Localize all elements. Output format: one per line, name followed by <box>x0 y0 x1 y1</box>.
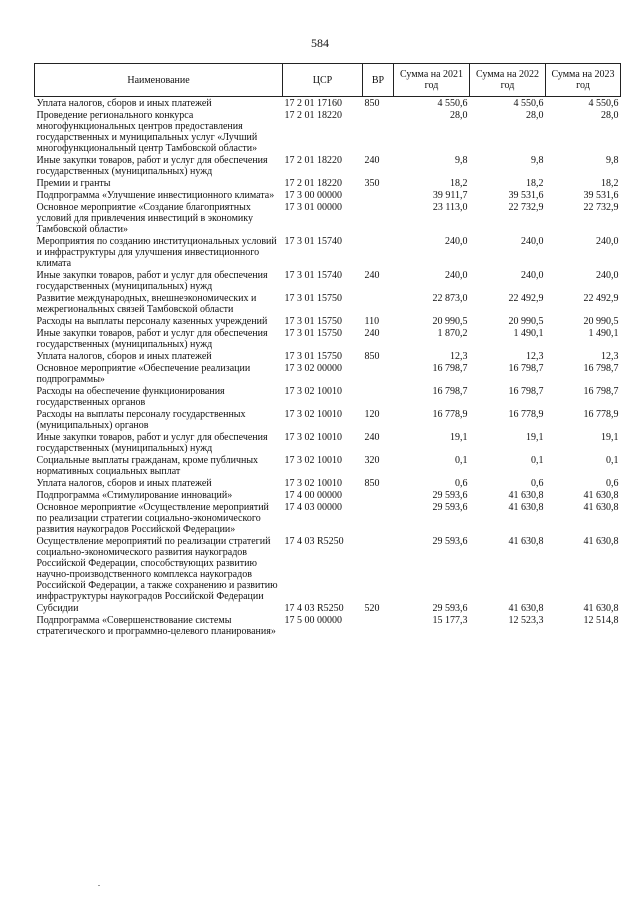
cell-csr: 17 3 01 15740 <box>284 236 342 247</box>
cell-sum-2021: 23 113,0 <box>432 202 468 213</box>
cell-sum-2022: 22 732,9 <box>508 202 544 213</box>
cell-name: Социальные выплаты гражданам, кроме публичных нормативных социальных выплат <box>36 455 259 477</box>
cell-sum-2021: 18,2 <box>450 178 468 189</box>
cell-name: Подпрограмма «Совершенствование системы стратегического и программно-целевого планирования» <box>36 615 276 637</box>
cell-name: Иные закупки товаров, работ и услуг для обеспечения государственных (муниципальных) нужд <box>36 328 268 350</box>
cell-sum-2023: 22 492,9 <box>583 293 619 304</box>
cell-sum-2021: 22 873,0 <box>432 293 468 304</box>
cell-sum-2021: 12,3 <box>450 351 468 362</box>
table-row <box>35 177 621 189</box>
cell-sum-2021: 29 593,6 <box>432 536 468 547</box>
cell-sum-2021: 9,8 <box>455 155 468 166</box>
cell-sum-2021: 1 870,2 <box>437 328 468 339</box>
cell-vr: 240 <box>364 270 380 281</box>
cell-sum-2022: 4 550,6 <box>513 98 544 109</box>
cell-vr <box>363 109 394 154</box>
cell-name: Иные закупки товаров, работ и услуг для обеспечения государственных (муниципальных) нужд <box>36 432 268 454</box>
cell-name: Уплата налогов, сборов и иных платежей <box>36 98 212 109</box>
cell-sum-2022: 41 630,8 <box>508 536 544 547</box>
cell-csr: 17 3 00 00000 <box>284 190 342 201</box>
table-row <box>35 269 621 292</box>
cell-name: Подпрограмма «Улучшение инвестиционного климата» <box>36 190 275 201</box>
cell-csr: 17 4 03 R5250 <box>284 536 344 547</box>
cell-vr: 240 <box>364 155 380 166</box>
cell-csr: 17 5 00 00000 <box>284 615 342 626</box>
cell-csr: 17 3 01 15750 <box>284 328 342 339</box>
cell-vr: 240 <box>364 432 380 443</box>
cell-sum-2023: 9,8 <box>606 155 619 166</box>
table-row <box>35 501 621 535</box>
cell-sum-2022: 240,0 <box>521 270 544 281</box>
cell-vr <box>363 501 394 535</box>
cell-sum-2022: 240,0 <box>521 236 544 247</box>
cell-name: Иные закупки товаров, работ и услуг для обеспечения государственных (муниципальных) нужд <box>36 155 268 177</box>
cell-name: Расходы на обеспечение функционирования государственных органов <box>36 386 225 408</box>
cell-csr: 17 2 01 18220 <box>284 178 342 189</box>
cell-sum-2022: 39 531,6 <box>508 190 544 201</box>
cell-sum-2021: 20 990,5 <box>432 316 468 327</box>
table-row <box>35 477 621 489</box>
cell-vr <box>363 362 394 385</box>
header-csr: ЦСР <box>283 64 363 97</box>
scan-mark <box>98 885 100 886</box>
table-row <box>35 235 621 269</box>
cell-name: Осуществление мероприятий по реализации стратегий социально-экономического развития наукоградов Российской Федерации, способствующих развитию научно-производственного комплекса наукоградов Российской Федерации, а также сохранению и развитию инфраструктуры наукоградов Российской Федерации <box>36 536 278 602</box>
table-row <box>35 189 621 201</box>
cell-sum-2021: 15 177,3 <box>432 615 468 626</box>
cell-sum-2021: 0,1 <box>455 455 468 466</box>
cell-vr: 320 <box>364 455 380 466</box>
cell-sum-2021: 0,6 <box>455 478 468 489</box>
cell-sum-2023: 16 798,7 <box>583 363 619 374</box>
cell-csr: 17 2 01 18220 <box>284 155 342 166</box>
cell-vr <box>363 201 394 235</box>
cell-sum-2022: 0,1 <box>531 455 544 466</box>
cell-csr: 17 4 03 R5250 <box>284 603 344 614</box>
cell-name: Уплата налогов, сборов и иных платежей <box>36 351 212 362</box>
cell-name: Премии и гранты <box>36 178 111 189</box>
cell-sum-2023: 19,1 <box>601 432 619 443</box>
cell-sum-2022: 0,6 <box>531 478 544 489</box>
cell-sum-2021: 29 593,6 <box>432 490 468 501</box>
cell-name: Субсидии <box>36 603 79 614</box>
table-row <box>35 154 621 177</box>
cell-name: Уплата налогов, сборов и иных платежей <box>36 478 212 489</box>
cell-sum-2022: 41 630,8 <box>508 490 544 501</box>
cell-vr <box>363 235 394 269</box>
table-header-row <box>35 64 621 97</box>
cell-sum-2023: 240,0 <box>596 236 619 247</box>
cell-sum-2021: 16 778,9 <box>432 409 468 420</box>
cell-vr: 850 <box>364 478 380 489</box>
cell-sum-2023: 41 630,8 <box>583 490 619 501</box>
table-row <box>35 292 621 315</box>
cell-sum-2021: 28,0 <box>450 110 468 121</box>
cell-sum-2023: 41 630,8 <box>583 502 619 513</box>
cell-sum-2023: 240,0 <box>596 270 619 281</box>
cell-sum-2022: 41 630,8 <box>508 502 544 513</box>
cell-vr <box>363 189 394 201</box>
cell-sum-2021: 4 550,6 <box>437 98 468 109</box>
table-row <box>35 489 621 501</box>
table-row <box>35 327 621 350</box>
cell-csr: 17 3 02 10010 <box>284 455 342 466</box>
cell-sum-2021: 240,0 <box>445 236 468 247</box>
table-row <box>35 315 621 327</box>
cell-sum-2023: 12,3 <box>601 351 619 362</box>
table-row <box>35 454 621 477</box>
cell-vr <box>363 292 394 315</box>
cell-csr: 17 2 01 18220 <box>284 110 342 121</box>
cell-sum-2022: 28,0 <box>526 110 544 121</box>
page-number: 584 <box>311 36 329 50</box>
cell-sum-2023: 0,1 <box>606 455 619 466</box>
cell-vr: 240 <box>364 328 380 339</box>
cell-csr: 17 3 01 15750 <box>284 293 342 304</box>
cell-vr: 120 <box>364 409 380 420</box>
cell-vr: 850 <box>364 351 380 362</box>
cell-sum-2023: 22 732,9 <box>583 202 619 213</box>
cell-sum-2021: 240,0 <box>445 270 468 281</box>
cell-vr: 520 <box>364 603 380 614</box>
header-sum-2021: Сумма на 2021 год <box>394 64 470 97</box>
cell-sum-2022: 41 630,8 <box>508 603 544 614</box>
cell-sum-2023: 28,0 <box>601 110 619 121</box>
cell-sum-2023: 39 531,6 <box>583 190 619 201</box>
cell-sum-2022: 18,2 <box>526 178 544 189</box>
cell-csr: 17 3 02 10010 <box>284 432 342 443</box>
cell-csr: 17 3 02 00000 <box>284 363 342 374</box>
cell-sum-2022: 19,1 <box>526 432 544 443</box>
table-row <box>35 535 621 602</box>
header-sum-2023: Сумма на 2023 год <box>546 64 621 97</box>
cell-csr: 17 4 03 00000 <box>284 502 342 513</box>
cell-sum-2023: 0,6 <box>606 478 619 489</box>
cell-name: Мероприятия по созданию институциональных условий и инфраструктуры для улучшения инвестиционного климата <box>36 236 277 269</box>
cell-csr: 17 3 01 15750 <box>284 351 342 362</box>
cell-csr: 17 3 02 10010 <box>284 386 342 397</box>
budget-table <box>34 63 621 637</box>
cell-sum-2021: 29 593,6 <box>432 502 468 513</box>
cell-csr: 17 3 02 10010 <box>284 478 342 489</box>
table-row <box>35 109 621 154</box>
cell-sum-2021: 29 593,6 <box>432 603 468 614</box>
table-row <box>35 201 621 235</box>
table-row <box>35 408 621 431</box>
cell-sum-2023: 12 514,8 <box>583 615 619 626</box>
cell-name: Основное мероприятие «Создание благоприятных условий для привлечения инвестиций в экономику Тамбовской области» <box>36 202 253 235</box>
cell-sum-2023: 20 990,5 <box>583 316 619 327</box>
cell-vr: 350 <box>364 178 380 189</box>
cell-name: Подпрограмма «Стимулирование инноваций» <box>36 490 233 501</box>
table-row <box>35 614 621 637</box>
cell-sum-2023: 16 778,9 <box>583 409 619 420</box>
cell-csr: 17 3 01 15740 <box>284 270 342 281</box>
cell-vr: 850 <box>364 98 380 109</box>
cell-sum-2023: 4 550,6 <box>588 98 619 109</box>
cell-sum-2023: 41 630,8 <box>583 536 619 547</box>
cell-sum-2022: 16 778,9 <box>508 409 544 420</box>
header-name: Наименование <box>35 64 283 97</box>
cell-vr: 110 <box>364 316 380 327</box>
cell-csr: 17 3 02 10010 <box>284 409 342 420</box>
cell-sum-2021: 16 798,7 <box>432 363 468 374</box>
cell-name: Расходы на выплаты персоналу казенных учреждений <box>36 316 268 327</box>
table-row <box>35 431 621 454</box>
cell-name: Проведение регионального конкурса многофункциональных центров предоставления государственных и муниципальных услуг «Лучший многофункциональный центр Тамбовской области» <box>36 110 258 154</box>
cell-csr: 17 4 00 00000 <box>284 490 342 501</box>
cell-csr: 17 2 01 17160 <box>284 98 342 109</box>
table-row <box>35 97 621 110</box>
cell-sum-2022: 20 990,5 <box>508 316 544 327</box>
cell-name: Основное мероприятие «Обеспечение реализации подпрограммы» <box>36 363 251 385</box>
cell-sum-2021: 19,1 <box>450 432 468 443</box>
cell-vr <box>363 489 394 501</box>
cell-vr <box>363 535 394 602</box>
table-row <box>35 602 621 614</box>
cell-sum-2022: 16 798,7 <box>508 363 544 374</box>
cell-name: Расходы на выплаты персоналу государственных (муниципальных) органов <box>36 409 246 431</box>
cell-name: Иные закупки товаров, работ и услуг для обеспечения государственных (муниципальных) нужд <box>36 270 268 292</box>
cell-sum-2022: 16 798,7 <box>508 386 544 397</box>
cell-vr <box>363 385 394 408</box>
cell-sum-2022: 1 490,1 <box>513 328 544 339</box>
cell-sum-2023: 18,2 <box>601 178 619 189</box>
table-row <box>35 350 621 362</box>
cell-sum-2023: 41 630,8 <box>583 603 619 614</box>
cell-sum-2022: 12,3 <box>526 351 544 362</box>
table-row <box>35 362 621 385</box>
cell-vr <box>363 614 394 637</box>
header-sum-2022: Сумма на 2022 год <box>470 64 546 97</box>
cell-sum-2023: 1 490,1 <box>588 328 619 339</box>
cell-sum-2021: 16 798,7 <box>432 386 468 397</box>
table-body <box>35 97 621 638</box>
header-vr: ВР <box>363 64 394 97</box>
cell-sum-2021: 39 911,7 <box>432 190 468 201</box>
cell-csr: 17 3 01 00000 <box>284 202 342 213</box>
table-row <box>35 385 621 408</box>
cell-csr: 17 3 01 15750 <box>284 316 342 327</box>
cell-sum-2022: 12 523,3 <box>508 615 544 626</box>
cell-name: Развитие международных, внешнеэкономических и межрегиональных связей Тамбовской области <box>36 293 257 315</box>
cell-sum-2022: 9,8 <box>531 155 544 166</box>
cell-sum-2023: 16 798,7 <box>583 386 619 397</box>
cell-sum-2022: 22 492,9 <box>508 293 544 304</box>
cell-name: Основное мероприятие «Осуществление мероприятий по реализации стратегии социально-экономического развития наукоградов Российской Федерации» <box>36 502 269 535</box>
